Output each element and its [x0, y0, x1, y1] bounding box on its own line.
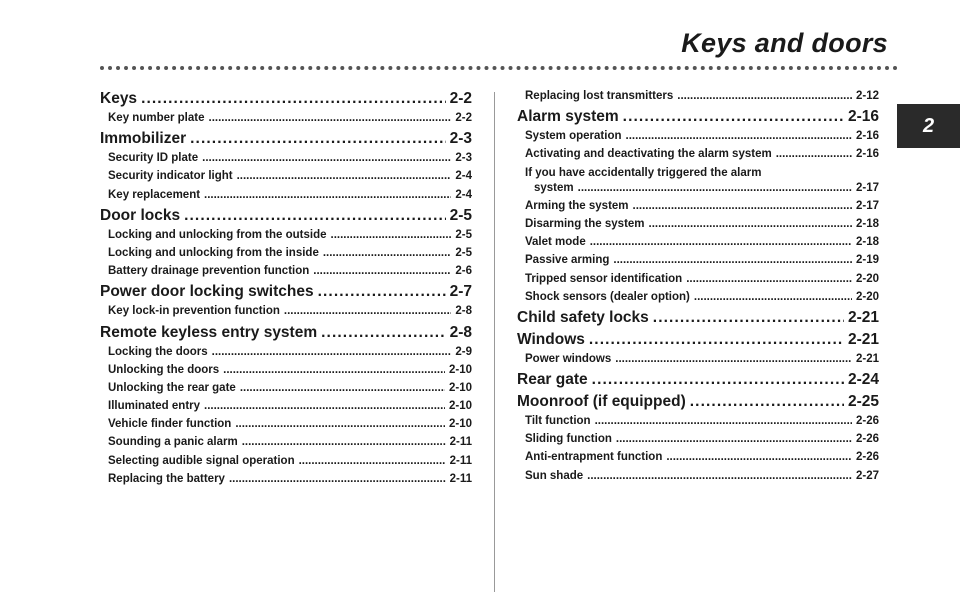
- toc-subsection-entry[interactable]: [100, 112, 472, 130]
- toc-entry-title: Key lock-in prevention function: [108, 305, 280, 318]
- dot-leader: [240, 382, 445, 394]
- dot-leader: [694, 291, 852, 303]
- dot-leader: [677, 90, 852, 102]
- toc-page-number: 2-3: [455, 152, 472, 165]
- toc-page-number: 2-10: [448, 418, 472, 431]
- toc-subsection-entry[interactable]: [100, 364, 472, 382]
- dot-leader: [613, 254, 852, 266]
- toc-subsection-entry[interactable]: [100, 170, 472, 188]
- toc-entry-title: Tilt function: [525, 415, 591, 428]
- toc-page-number: 2-2: [455, 112, 472, 124]
- toc-page-number: 2-6: [455, 265, 472, 278]
- dot-leader: [589, 331, 844, 349]
- toc-subsection-entry[interactable]: [517, 236, 879, 254]
- toc-subsection-entry[interactable]: [100, 455, 472, 473]
- toc-entry-title: Sliding function: [525, 433, 612, 446]
- toc-entry-title: If you have accidentally triggered the alarm: [525, 166, 762, 179]
- toc-page-number: 2-8: [449, 323, 472, 341]
- toc-entry-title: Rear gate: [517, 371, 588, 389]
- toc-subsection-entry[interactable]: [100, 229, 472, 247]
- dot-leader: [284, 305, 451, 317]
- toc-page-number: 2-21: [847, 308, 879, 326]
- dot-leader: [242, 436, 446, 448]
- toc-subsection-entry[interactable]: [100, 189, 472, 207]
- toc-entry-title: system: [534, 181, 574, 194]
- toc-section-entry[interactable]: [100, 90, 472, 112]
- toc-subsection-entry[interactable]: [517, 218, 879, 236]
- dot-leader: [237, 170, 452, 182]
- toc-page-number: 2-5: [455, 246, 472, 259]
- toc-subsection-entry[interactable]: [517, 148, 879, 166]
- dot-leader: [686, 273, 852, 285]
- toc-page-number: 2-12: [855, 90, 879, 102]
- toc-subsection-entry[interactable]: [517, 291, 879, 309]
- toc-page-number: 2-27: [855, 469, 879, 482]
- toc-subsection-entry[interactable]: [100, 436, 472, 454]
- toc-subsection-entry[interactable]: [517, 470, 879, 488]
- toc-entry-title: Door locks: [100, 206, 181, 224]
- toc-entry-title: Tripped sensor identification: [525, 272, 683, 285]
- toc-entry-title: Passive arming: [525, 254, 610, 267]
- dot-leader: [776, 148, 852, 160]
- toc-page-number: 2-26: [855, 433, 879, 446]
- toc-subsection-entry[interactable]: [100, 247, 472, 265]
- dot-leader: [653, 309, 844, 327]
- toc-entry-title: System operation: [525, 130, 622, 143]
- toc-subsection-entry[interactable]: [517, 415, 879, 433]
- toc-page-number: 2-8: [455, 305, 472, 318]
- toc-entry-title: Remote keyless entry system: [100, 323, 318, 341]
- toc-entry-title: Disarming the system: [525, 217, 645, 230]
- toc-subsection-entry[interactable]: [517, 433, 879, 451]
- dot-leader: [141, 90, 446, 108]
- dot-leader: [321, 324, 445, 342]
- toc-section-entry[interactable]: [100, 324, 472, 346]
- toc-entry-title: Vehicle finder function: [108, 418, 232, 431]
- toc-page-number: 2-7: [449, 283, 472, 301]
- toc-entry-title: Alarm system: [517, 108, 619, 126]
- toc-entry-title: Power door locking switches: [100, 283, 314, 301]
- toc-page-number: 2-9: [455, 345, 472, 358]
- toc-section-entry[interactable]: [100, 207, 472, 229]
- dot-leader: [331, 229, 452, 241]
- toc-page-number: 2-5: [455, 228, 472, 241]
- toc-entry-title: Battery drainage prevention function: [108, 265, 310, 278]
- dot-leader: [592, 371, 844, 389]
- dot-leader: [229, 473, 446, 485]
- toc-subsection-entry[interactable]: [100, 346, 472, 364]
- chapter-tab: [897, 104, 960, 148]
- dot-leader: [223, 364, 445, 376]
- toc-entry-title: Windows: [517, 330, 585, 348]
- dot-leader: [313, 265, 451, 277]
- title-divider: [100, 66, 898, 70]
- toc-entry-title: Shock sensors (dealer option): [525, 290, 690, 303]
- toc-entry-title: Anti-entrapment function: [525, 451, 663, 464]
- toc-subsection-entry[interactable]: [517, 130, 879, 148]
- toc-subsection-entry[interactable]: [517, 200, 879, 218]
- toc-section-entry[interactable]: [517, 371, 879, 393]
- dot-leader: [590, 236, 852, 248]
- toc-entry-title: Immobilizer: [100, 130, 187, 148]
- toc-entry-title: Locking and unlocking from the outside: [108, 228, 327, 241]
- dot-leader: [190, 130, 445, 148]
- toc-subsection-entry[interactable]: [517, 353, 879, 371]
- toc-entry-title: Moonroof (if equipped): [517, 393, 686, 411]
- toc-subsection-entry[interactable]: [100, 152, 472, 170]
- toc-page-number: 2-5: [449, 206, 472, 224]
- toc-entry-title: Key number plate: [108, 112, 205, 124]
- toc-entry-title: Valet mode: [525, 236, 586, 249]
- toc-page-number: 2-21: [855, 352, 879, 365]
- dot-leader: [587, 470, 852, 482]
- toc-page-number: 2-20: [855, 272, 879, 285]
- dot-leader: [184, 207, 445, 225]
- toc-entry-title: Locking the doors: [108, 345, 208, 358]
- dot-leader: [578, 182, 852, 194]
- toc-section-entry[interactable]: [100, 283, 472, 305]
- toc-page-number: 2-24: [847, 371, 879, 389]
- toc-entry-title: Replacing lost transmitters: [525, 90, 674, 102]
- toc-page-number: 2-25: [847, 393, 879, 411]
- dot-leader: [204, 189, 451, 201]
- toc-subsection-entry[interactable]: [100, 473, 472, 491]
- toc-page-number: 2-18: [855, 217, 879, 230]
- toc-page-number: 2-18: [855, 236, 879, 249]
- dot-leader: [595, 415, 852, 427]
- toc-subsection-entry[interactable]: [517, 273, 879, 291]
- toc-subsection-entry[interactable]: [100, 382, 472, 400]
- toc-page-number: 2-11: [449, 454, 472, 467]
- dot-leader: [318, 283, 446, 301]
- toc-page-number: 2-17: [855, 181, 879, 194]
- toc-page-number: 2-3: [449, 130, 472, 148]
- toc-page-number: 2-26: [855, 415, 879, 428]
- dot-leader: [623, 108, 844, 126]
- dot-leader: [299, 455, 446, 467]
- toc-entry-title: Key replacement: [108, 188, 201, 201]
- dot-leader: [204, 400, 445, 412]
- toc-entry-title: Arming the system: [525, 199, 629, 212]
- toc-subsection-entry[interactable]: [100, 305, 472, 323]
- toc-entry-title: Locking and unlocking from the inside: [108, 246, 319, 259]
- toc-subsection-entry[interactable]: [517, 451, 879, 469]
- dot-leader: [209, 112, 452, 124]
- toc-page-number: 2-20: [855, 290, 879, 303]
- toc-page-number: 2-11: [449, 436, 472, 449]
- toc-page-number: 2-17: [855, 199, 879, 212]
- column-divider: [494, 92, 495, 592]
- toc-page-number: 2-16: [855, 148, 879, 161]
- toc-entry-title: Sounding a panic alarm: [108, 436, 238, 449]
- toc-section-entry[interactable]: [517, 393, 879, 415]
- toc-subsection-entry[interactable]: [100, 265, 472, 283]
- toc-page-number: 2-16: [847, 108, 879, 126]
- toc-entry-title: Unlocking the rear gate: [108, 381, 236, 394]
- chapter-number: 2: [922, 114, 935, 137]
- toc-subsection-entry[interactable]: [517, 167, 879, 182]
- dot-leader: [212, 346, 452, 358]
- dot-leader: [626, 130, 852, 142]
- dot-leader: [235, 418, 445, 430]
- toc-page-number: 2-4: [455, 170, 472, 183]
- toc-subsection-entry[interactable]: [100, 418, 472, 436]
- toc-page-number: 2-11: [449, 472, 472, 485]
- toc-entry-title: Unlocking the doors: [108, 363, 220, 376]
- dot-leader: [633, 200, 852, 212]
- toc-entry-title: Replacing the battery: [108, 472, 225, 485]
- toc-section-entry[interactable]: [100, 130, 472, 152]
- toc-entry-title: Selecting audible signal operation: [108, 454, 295, 467]
- toc-entry-title: Keys: [100, 90, 138, 107]
- toc-entry-title: Activating and deactivating the alarm system: [525, 148, 772, 161]
- toc-entry-title: Sun shade: [525, 469, 584, 482]
- toc-right-column: [517, 90, 879, 488]
- toc-subsection-entry[interactable]: [100, 400, 472, 418]
- toc-page-number: 2-10: [448, 400, 472, 413]
- toc-entry-title: Security ID plate: [108, 152, 199, 165]
- toc-page-number: 2-19: [855, 254, 879, 267]
- toc-entry-title: Illuminated entry: [108, 400, 201, 413]
- toc-page-number: 2-16: [855, 130, 879, 143]
- toc-page-number: 2-10: [448, 381, 472, 394]
- page-title: Keys and doors: [681, 28, 888, 58]
- toc-subsection-entry[interactable]: [517, 90, 879, 108]
- toc-page-number: 2-2: [449, 90, 472, 107]
- toc-section-entry[interactable]: [517, 331, 879, 353]
- dot-leader: [666, 451, 852, 463]
- toc-entry-title: Child safety locks: [517, 308, 649, 326]
- dot-leader: [690, 393, 844, 411]
- dot-leader: [649, 218, 852, 230]
- toc-entry-title: Security indicator light: [108, 170, 233, 183]
- dot-leader: [202, 152, 451, 164]
- toc-page-number: 2-26: [855, 451, 879, 464]
- toc-page-number: 2-10: [448, 363, 472, 376]
- toc-left-column: [100, 90, 472, 491]
- toc-page-number: 2-21: [847, 330, 879, 348]
- toc-page-number: 2-4: [455, 188, 472, 201]
- toc-subsection-entry[interactable]: [517, 182, 879, 200]
- dot-leader: [323, 247, 452, 259]
- toc-section-entry[interactable]: [517, 108, 879, 130]
- dot-leader: [616, 433, 852, 445]
- toc-section-entry[interactable]: [517, 309, 879, 331]
- toc-entry-title: Power windows: [525, 352, 612, 365]
- toc-subsection-entry[interactable]: [517, 254, 879, 272]
- dot-leader: [615, 353, 852, 365]
